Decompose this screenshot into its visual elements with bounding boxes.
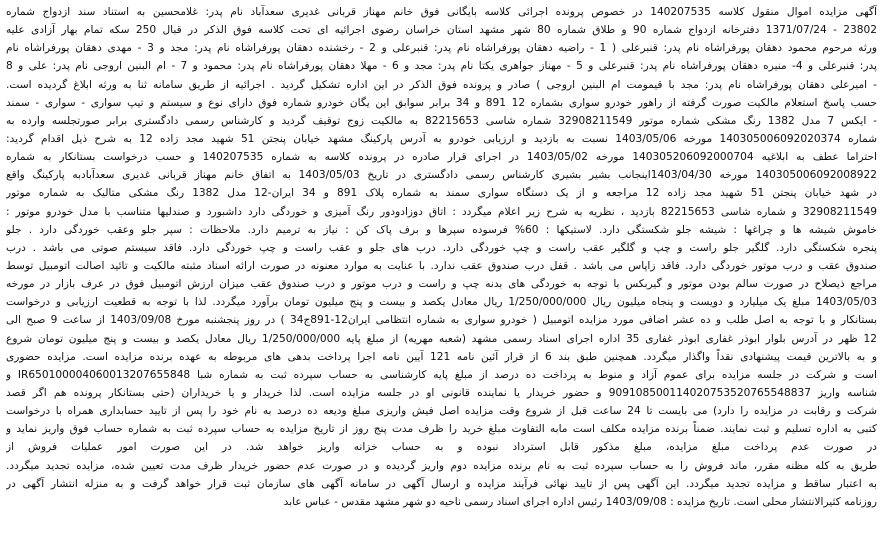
notice-line: - ایکس 7 مدل 1382 رنگ مشکی شماره موتور 32908211549 شماره شاسی 82215653 به مالکیت زوج توقیف گردید و کارشناس رسمی دادگستری برابر صورتجلسه وارده به bbox=[6, 114, 877, 127]
notice-line: 32908211549 و شماره شاسی 82215653 بازدید ، نظریه به شرح زیر اعلام میگردد : اتاق دوزادودور رنگ آمیزی و خوردگی دارد داشبورد و صندلیها متناسب با مدل خودرو موتور : bbox=[6, 205, 877, 218]
notice-line: است و شرکت در جلسه مزایده برای عموم آزاد و منوط به پرداخت ده درصد از مبلغ پایه کارشناسی به حساب سپرده ثبت به شماره شبا IR650100004060013207655848 و bbox=[6, 368, 877, 381]
notice-line: شرکت و رقابت در مزایده را دارد) می بایست تا 24 ساعت قبل از شروع وقت مزایده اصل فیش واریزی مبلغ ودیعه ده درصد به نام خود را پس از تایید حسابداری همراه با درخواست bbox=[6, 405, 877, 418]
notice-line: روزنامه کثیرالانتشار محلی است. تاریخ مزایده : 1403/09/08 رئیس اداره اجرای اسناد رسمی ناحیه دو شهر مشهد مقدس - عباس عابد bbox=[283, 495, 877, 508]
notice-line: در صورت عدم پرداخت مبلغ مزایده، مبلغ مذکور قابل استرداد نبوده و به حساب خزانه واریز خواهد شد. در این صورت امور عملیات فروش از bbox=[6, 441, 877, 454]
notice-line: مراجع ذیصلاح در صورت سالم بودن موتور و گیربکس با توجه به خوردگی های بدنه چپ و راست و درب موتور و درب صندوق عقب میزان ارزش اتومبیل فوق در عرف بازار در مورخه bbox=[6, 278, 877, 291]
notice-line: به اعتبار ساقط و مزایده تجدید میگردد. این آگهی پس از تایید نهائی فرآیند مزایده و ارسال آگهی در سامانه آگهی های سازمان ثبت قرار خواهد گرفت و به منزله انتشار آگهی در bbox=[6, 477, 877, 490]
notice-line: 140305006092008922 مورخه 1403/04/30اینجانب بشیر بشیری کارشناس رسمی دادگستری در تاریخ 1403/05/03 به اتفاق خانم مهناز قربانی غدیری سعدآبادبه پارکینگ واقع bbox=[6, 169, 877, 182]
notice-line: پدر: قنبرعلی و 4- منیره دهقان پورفراشاه نام پدر: قنبرعلی و 5 - مهناز جواهری یکتا نام پدر: مجد و 6 - مهلا دهقان پورفراشاه نام پدر: محمود و 7 - ام البنین اروجی نام پدر: علی و 8 bbox=[6, 60, 877, 73]
notice-line: 23802 - 1371/07/24 دفترخانه ازدواج شماره 90 و طلاق شماره 80 شهر مشهد استان خراسان رضوی اجرائیه ای تحت کلاسه فوق الذکر در قبال 250 سکه تمام بهار آزادی علیه bbox=[6, 24, 877, 37]
notice-line: 12 ظهر در آدرس بلوار ابوذر غفاری ابوذر غفاری 35 اداره اجرای اسناد رسمی مشهد (شعبه مهریه) از مبلغ پایه 1/250/000/000 ریال معادل یکصد و بیست و پنج میلیون تومان شروع bbox=[6, 332, 877, 345]
notice-line: ورثه مرحوم محمود دهقان پورفراشاه نام پدر: قنبرعلی ( 1 - راضیه دهقان پورفراشاه نام پدر: قنبرعلی و 2 - رخشنده دهقان پورفراشاه نام پدر: مجد و 3 - مهدی دهقان پورفراشاه نام bbox=[6, 42, 877, 55]
notice-line: و به بالاترین قیمت پیشنهادی نقداً واگذار میگردد. همچنین طبق بند 6 از قرار آئین نامه 121 آیین نامه اجرا پرداخت بدهی های مربوطه به عهده برنده مزایده است. مزایده حضوری bbox=[6, 350, 877, 363]
notice-line: حسب پاسخ استعلام مالکیت صورت گرفته از راهور خودرو سواری بشماره 12 891 و 34 برابر سوابق این یگان خودرو شماره فوق دارای نوع و سیستم و تیپ سواری - سواری - سمند bbox=[6, 96, 877, 109]
notice-line: صندوق عقب و درب موتور خوردگی دارد. فاقد زاپاس می باشد . قفل درب صندوق عقب ندارد. با عنایت به موارد معنونه در صورت ارائه اسناد مثبته مالکیت و تائید اصالت اتومبیل توسط bbox=[6, 259, 877, 272]
notice-line: پنجره شکستگی دارد. گلگیر جلو راست و چپ و گلگیر عقب راست و چپ خوردگی دارد. درب های جلو و عقب راست و چپ خوردگی دارد. فاقد سیستم صوتی می باشد . درب bbox=[6, 241, 877, 254]
notice-line: شماره 140305006092020374 مورخه 1403/05/06 نسبت به بازدید و ارزیابی خودرو به آدرس پارکینگ مشهد خیابان پنجتن 51 شهید مجد زاده 12 به شرح ذیل اقدام گردید: bbox=[6, 132, 877, 145]
notice-line: در شهد خیابان پنجتن 51 شهید مجد زاده 12 مراجعه و از یک دستگاه سواری سمند به شماره پلاک 891 و 34 ایران-12 مدل 1382 رنگ مشکی متالیک به شماره موتور bbox=[6, 187, 877, 200]
notice-line: کتبی به اداره تسلیم و ثبت نمایند. ضمناً برنده مزایده مکلف است مابه التفاوت مبلغ خرید را ظرف مدت پنج روز از تاریخ مزایده به حساب سپرده ثبت به شماره حساب فوق واریز نماید و bbox=[6, 423, 877, 436]
notice-line: خاموش شیشه ها و چراغها : شیشه جلو شکستگی دارد. لاستیکها : 60% فرسوده سپرها و برف پاک کن : نیاز به ترمیم دارد. ملاحظات : سپر جلو وعقب خوردگی دارد . جلو bbox=[6, 223, 877, 236]
notice-line: احتراما عطف به ابلاغیه 140305206092000704 مورخه 1403/05/02 در اجرای قرار صادره در پرونده کلاسه به شماره 140207535 و حسب درخواست بستانکار به شماره bbox=[6, 151, 877, 164]
notice-line: آگهی مزایده اموال منقول کلاسه 140207535 در خصوص پرونده اجرائی کلاسه بایگانی فوق خانم مهناز قربانی غدیری سعدآباد نام پدر: غلامحسین به استناد سند ازدواج شماره bbox=[6, 6, 877, 18]
notice-line: شناسه واریز 909108500114020753520765548837 و حضور خریدار یا نماینده قانونی او در جلسه مزایده است. لذا خریدار و یا خریداران (حتی بستانکار پرونده هم اگر قصد bbox=[6, 386, 877, 399]
notice-line: بستانکار و با توجه به اصل طلب و ده عشر اضافی مورد مزایده اتومبیل ( خودرو سواری به شماره انتظامی ایران12-891ج34 ) در روز پنجشنبه مورخ 1403/09/08 از ساعت 9 صبح الی bbox=[6, 314, 877, 327]
notice-line: - امیرعلی دهقان پورفراشاه نام پدر: مجد با قیمومت ام البنین اروجی ) صادر و پرونده فوق الذکر در این اداره تشکیل گردید . اجرائیه از طریق سامانه ثنا به ورثه ابلاغ گردیده است. bbox=[6, 78, 877, 91]
notice-line: 1403/05/03 مبلغ یک میلیارد و دویست و پنجاه میلیون ریال 1/250/000/000 ریال معادل یکصد و بیست و پنج میلیون تومان برآورد میگردد. لذا با توجه به قطعیت ارزیابی و درخواست bbox=[6, 296, 877, 309]
notice-line: طریق به کله مظنه مقرر، ماند فروش را به حساب سپرده ثبت به نام برنده مزایده دوم واریز گردیده و در صورت عدم حضور خریدار ظرف مدت تعیین شده، مزایده تجدید میگردد. bbox=[6, 459, 877, 472]
